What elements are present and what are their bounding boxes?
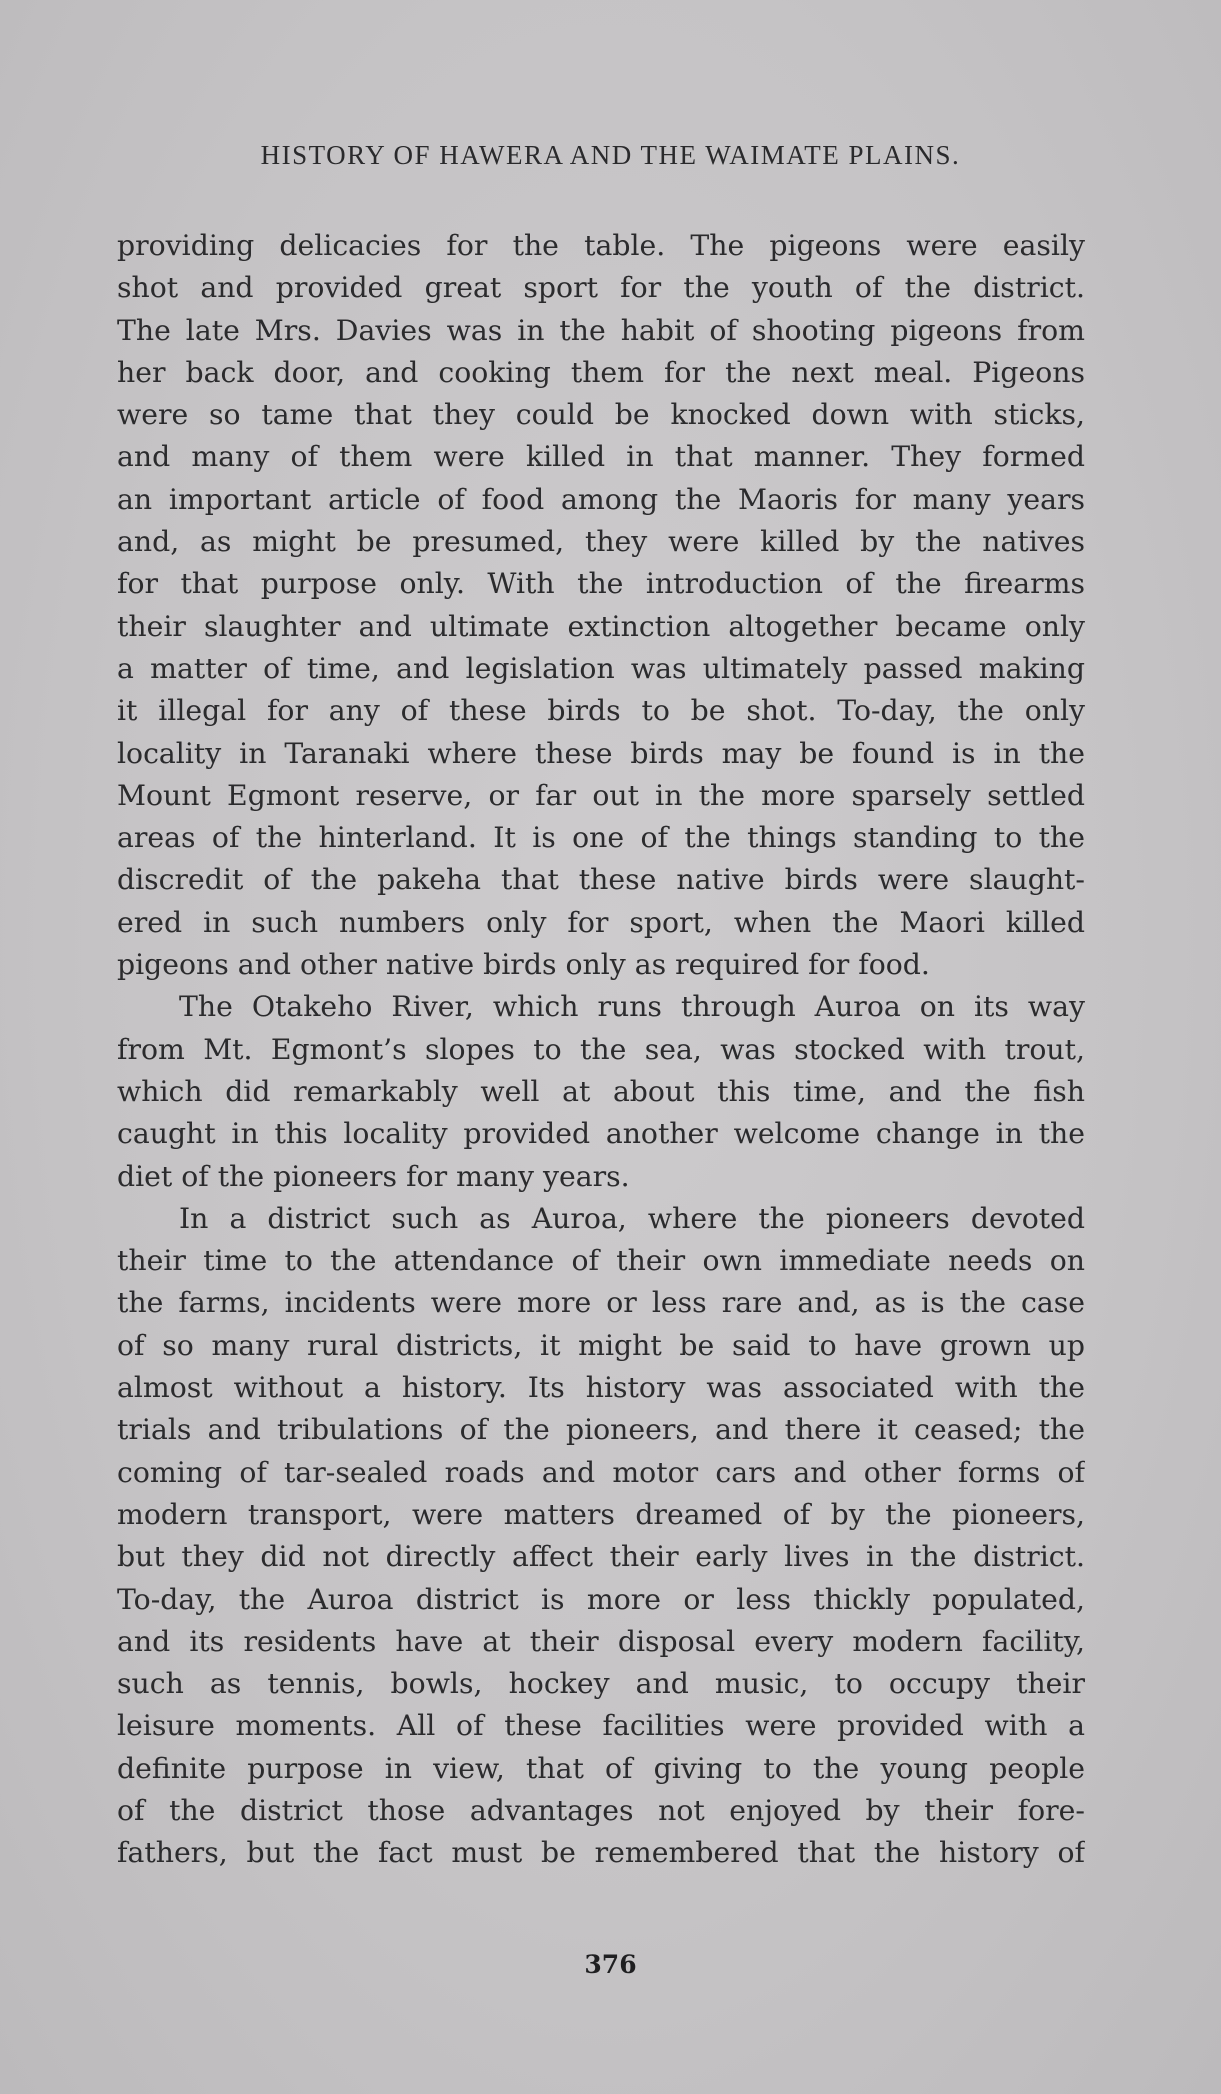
text-line: it illegal for any of these birds to be shot. To-day, the only <box>117 694 1085 728</box>
text-line: her back door, and cooking them for the next meal. Pigeons <box>117 355 1085 389</box>
text-line: locality in Taranaki where these birds may be found is in the <box>117 736 1085 770</box>
text-line: diet of the pioneers for many years. <box>117 1159 630 1193</box>
text-line: discredit of the pakeha that these native birds were slaught- <box>117 863 1085 897</box>
text-line: In a district such as Auroa, where the pioneers devoted <box>179 1201 1085 1235</box>
text-line: shot and provided great sport for the youth of the district. <box>117 271 1085 305</box>
text-line: modern transport, were matters dreamed of by the pioneers, <box>117 1497 1085 1531</box>
running-head: HISTORY OF HAWERA AND THE WAIMATE PLAINS. <box>260 140 961 170</box>
text-line: leisure moments. All of these facilities were provided with a <box>117 1709 1085 1743</box>
text-line: caught in this locality provided another welcome change in the <box>117 1117 1085 1151</box>
paragraph-1 <box>117 225 1085 986</box>
text-line: such as tennis, bowls, hockey and music, to occupy their <box>117 1667 1085 1701</box>
text-line: which did remarkably well at about this time, and the fish <box>117 1074 1085 1108</box>
text-line: their slaughter and ultimate extinction altogether became only <box>117 609 1085 643</box>
text-line: their time to the attendance of their own immediate needs on <box>117 1244 1085 1278</box>
text-line: Mount Egmont reserve, or far out in the more sparsely settled <box>117 778 1085 812</box>
page-number: 376 <box>584 1950 637 1979</box>
text-line: ered in such numbers only for sport, when the Maori killed <box>117 905 1085 939</box>
text-line: definite purpose in view, that of giving to the young people <box>117 1751 1085 1785</box>
text-line: and many of them were killed in that manner. They formed <box>117 440 1085 474</box>
text-line: pigeons and other native birds only as required for food. <box>117 948 930 982</box>
text-line: To-day, the Auroa district is more or less thickly populated, <box>117 1582 1085 1616</box>
text-line: The late Mrs. Davies was in the habit of shooting pigeons from <box>117 313 1085 347</box>
text-line: of so many rural districts, it might be said to have grown up <box>117 1328 1085 1362</box>
text-line: areas of the hinterland. It is one of the things standing to the <box>117 821 1085 855</box>
text-line: coming of tar-sealed roads and motor cars and other forms of <box>117 1455 1085 1489</box>
text-line: The Otakeho River, which runs through Auroa on its way <box>179 990 1085 1024</box>
body-text <box>117 225 1085 1875</box>
text-line: but they did not directly affect their early lives in the district. <box>117 1540 1085 1574</box>
paragraph-2 <box>117 986 1085 1197</box>
text-line: and its residents have at their disposal every modern facility, <box>117 1624 1085 1658</box>
text-line: the farms, incidents were more or less rare and, as is the case <box>117 1286 1085 1320</box>
text-line: almost without a history. Its history was associated with the <box>117 1371 1085 1405</box>
text-line: and, as might be presumed, they were killed by the natives <box>117 525 1085 559</box>
text-line: providing delicacies for the table. The pigeons were easily <box>117 229 1085 262</box>
text-line: were so tame that they could be knocked down with sticks, <box>117 398 1085 432</box>
text-line: of the district those advantages not enjoyed by their fore- <box>117 1793 1085 1827</box>
text-line: trials and tribulations of the pioneers, and there it ceased; the <box>117 1413 1085 1447</box>
paragraph-3 <box>117 1198 1085 1875</box>
text-line: from Mt. Egmont’s slopes to the sea, was stocked with trout, <box>117 1032 1085 1066</box>
text-line: fathers, but the fact must be remembered that the history of <box>117 1836 1085 1870</box>
text-line: a matter of time, and legislation was ultimately passed making <box>117 651 1085 685</box>
text-line: for that purpose only. With the introduction of the firearms <box>117 567 1085 601</box>
text-line: an important article of food among the Maoris for many years <box>117 482 1085 516</box>
